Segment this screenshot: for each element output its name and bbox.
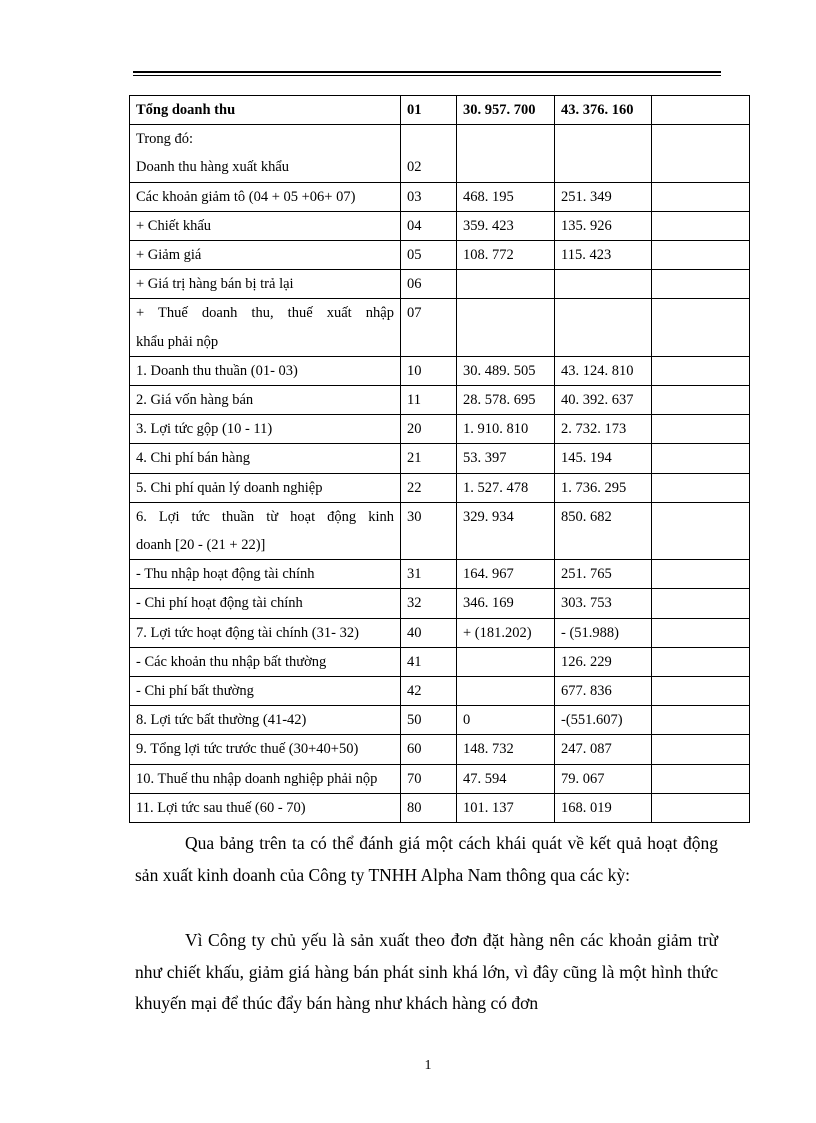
- row-value-1: 108. 772: [457, 241, 555, 270]
- row-value-3: [652, 211, 750, 240]
- row-value-1: 0: [457, 706, 555, 735]
- table-row: [130, 386, 750, 415]
- row-value-2: 303. 753: [555, 589, 652, 618]
- row-item: 7. Lợi tức hoạt động tài chính (31- 32): [130, 618, 401, 647]
- row-item: 10. Thuế thu nhập doanh nghiệp phải nộp: [130, 764, 401, 793]
- row-value-3: [652, 677, 750, 706]
- paragraph-explanation: Vì Công ty chủ yếu là sản xuất theo đơn đặt hàng nên các khoản giảm trừ như chiết khấu, giảm giá hàng bán phát sinh khá lớn, vì đây cũng là một hình thức khuyến mại để thúc đẩy bán hàng như khách hàng có đơn: [135, 930, 718, 1013]
- row-value-3: [652, 241, 750, 270]
- row-value-3: [652, 415, 750, 444]
- row-code: 04: [401, 211, 457, 240]
- row-code: 30: [401, 502, 457, 559]
- row-item: 4. Chi phí bán hàng: [130, 444, 401, 473]
- row-value-1: + (181.202): [457, 618, 555, 647]
- table-row: [130, 793, 750, 822]
- table-row: [130, 211, 750, 240]
- row-value-1: 148. 732: [457, 735, 555, 764]
- table-row: [130, 618, 750, 647]
- row-value-1: [457, 647, 555, 676]
- row-value-1: 101. 137: [457, 793, 555, 822]
- row-item-line: 6. Lợi tức thuần từ hoạt động kinh: [136, 508, 394, 525]
- row-code: 07: [401, 299, 457, 356]
- header-rule-thick: [133, 71, 721, 73]
- row-item: [130, 502, 401, 559]
- table-row: [130, 706, 750, 735]
- row-value-1: 53. 397: [457, 444, 555, 473]
- row-code: 42: [401, 677, 457, 706]
- table-row: [130, 473, 750, 502]
- page-number: 1: [424, 1058, 432, 1073]
- row-code: 20: [401, 415, 457, 444]
- row-code: 22: [401, 473, 457, 502]
- row-value-3: [652, 182, 750, 211]
- header-item: Tổng doanh thu: [130, 96, 401, 125]
- income-statement-table: [129, 95, 750, 823]
- row-value-1: 164. 967: [457, 560, 555, 589]
- table-row: [130, 764, 750, 793]
- row-value-3: [652, 589, 750, 618]
- table-row: [130, 125, 750, 182]
- table-row: [130, 560, 750, 589]
- row-value-3: [652, 386, 750, 415]
- table-row: [130, 241, 750, 270]
- row-value-2: 251. 349: [555, 182, 652, 211]
- row-item: 5. Chi phí quản lý doanh nghiệp: [130, 473, 401, 502]
- table-row: [130, 356, 750, 385]
- row-value-1: 1. 910. 810: [457, 415, 555, 444]
- row-value-2: 850. 682: [555, 502, 652, 559]
- row-value-3: [652, 618, 750, 647]
- row-item: + Chiết khấu: [130, 211, 401, 240]
- row-item: 1. Doanh thu thuần (01- 03): [130, 356, 401, 385]
- row-code-spacer: [407, 125, 450, 153]
- row-value-2: -(551.607): [555, 706, 652, 735]
- row-value-2: 677. 836: [555, 677, 652, 706]
- row-value-2: 251. 765: [555, 560, 652, 589]
- header-value-3: [652, 96, 750, 125]
- row-value-1: [457, 125, 555, 182]
- row-item-line: doanh [20 - (21 + 22)]: [136, 537, 266, 554]
- row-value-3: [652, 560, 750, 589]
- row-item: [130, 299, 401, 356]
- row-code: 06: [401, 270, 457, 299]
- row-code: 31: [401, 560, 457, 589]
- row-code: 32: [401, 589, 457, 618]
- row-value-1: [457, 270, 555, 299]
- paragraph-summary: Qua bảng trên ta có thể đánh giá một cách khái quát về kết quả hoạt động sản xuất kinh doanh của Công ty TNHH Alpha Nam thông qua các kỳ:: [135, 833, 718, 885]
- header-code: 01: [401, 96, 457, 125]
- row-item: + Giảm giá: [130, 241, 401, 270]
- header-value-2: 43. 376. 160: [555, 96, 652, 125]
- row-value-1: 346. 169: [457, 589, 555, 618]
- row-item: - Thu nhập hoạt động tài chính: [130, 560, 401, 589]
- row-value-3: [652, 735, 750, 764]
- row-value-3: [652, 764, 750, 793]
- row-code: 03: [401, 182, 457, 211]
- row-code: 40: [401, 618, 457, 647]
- row-item-line: + Thuế doanh thu, thuế xuất nhập: [136, 305, 394, 322]
- row-item-line: Trong đó:: [136, 131, 194, 148]
- row-value-1: 30. 489. 505: [457, 356, 555, 385]
- row-value-1: 47. 594: [457, 764, 555, 793]
- header-rule-thin: [133, 75, 721, 76]
- row-value-1: 468. 195: [457, 182, 555, 211]
- row-code: 05: [401, 241, 457, 270]
- row-value-1: 1. 527. 478: [457, 473, 555, 502]
- row-item: Các khoản giảm tô (04 + 05 +06+ 07): [130, 182, 401, 211]
- row-value-3: [652, 299, 750, 356]
- row-code: 70: [401, 764, 457, 793]
- row-code: 21: [401, 444, 457, 473]
- row-value-3: [652, 647, 750, 676]
- row-value-2: [555, 270, 652, 299]
- row-value-2: 168. 019: [555, 793, 652, 822]
- row-code: 60: [401, 735, 457, 764]
- row-value-2: [555, 299, 652, 356]
- row-value-2: 79. 067: [555, 764, 652, 793]
- row-code: 41: [401, 647, 457, 676]
- row-code: 11: [401, 386, 457, 415]
- row-value-3: [652, 473, 750, 502]
- header-value-1: 30. 957. 700: [457, 96, 555, 125]
- row-value-3: [652, 125, 750, 182]
- row-value-1: [457, 299, 555, 356]
- row-value-2: 115. 423: [555, 241, 652, 270]
- row-item: + Giá trị hàng bán bị trả lại: [130, 270, 401, 299]
- row-value-2: 2. 732. 173: [555, 415, 652, 444]
- row-code: [401, 125, 457, 182]
- row-value-2: 40. 392. 637: [555, 386, 652, 415]
- row-item: - Chi phí hoạt động tài chính: [130, 589, 401, 618]
- row-value-1: 329. 934: [457, 502, 555, 559]
- row-value-3: [652, 502, 750, 559]
- row-item: - Các khoản thu nhập bất thường: [130, 647, 401, 676]
- row-value-3: [652, 793, 750, 822]
- row-code: 50: [401, 706, 457, 735]
- row-item: [130, 125, 401, 182]
- row-value-1: 28. 578. 695: [457, 386, 555, 415]
- row-value-3: [652, 356, 750, 385]
- row-value-3: [652, 270, 750, 299]
- table-row: [130, 444, 750, 473]
- row-code: 10: [401, 356, 457, 385]
- table-row: [130, 502, 750, 559]
- row-item: 8. Lợi tức bất thường (41-42): [130, 706, 401, 735]
- table-row: [130, 589, 750, 618]
- row-value-3: [652, 444, 750, 473]
- row-code-text: 02: [407, 159, 422, 176]
- table-row: [130, 735, 750, 764]
- row-item: - Chi phí bất thường: [130, 677, 401, 706]
- row-value-1: 359. 423: [457, 211, 555, 240]
- row-item: 2. Giá vốn hàng bán: [130, 386, 401, 415]
- table-row: [130, 647, 750, 676]
- row-value-2: 135. 926: [555, 211, 652, 240]
- table-row: [130, 415, 750, 444]
- row-item: 3. Lợi tức gộp (10 - 11): [130, 415, 401, 444]
- row-value-2: 1. 736. 295: [555, 473, 652, 502]
- row-value-1: [457, 677, 555, 706]
- row-value-2: 145. 194: [555, 444, 652, 473]
- row-value-3: [652, 706, 750, 735]
- row-item: 11. Lợi tức sau thuế (60 - 70): [130, 793, 401, 822]
- table-header-row: [130, 96, 750, 125]
- row-item: 9. Tổng lợi tức trước thuế (30+40+50): [130, 735, 401, 764]
- row-item-line: Doanh thu hàng xuất khẩu: [136, 159, 290, 176]
- table-row: [130, 182, 750, 211]
- row-value-2: - (51.988): [555, 618, 652, 647]
- row-item-line: khẩu phải nộp: [136, 333, 219, 350]
- row-code: 80: [401, 793, 457, 822]
- row-value-2: [555, 125, 652, 182]
- table-row: [130, 299, 750, 356]
- row-value-2: 247. 087: [555, 735, 652, 764]
- row-value-2: 43. 124. 810: [555, 356, 652, 385]
- row-value-2: 126. 229: [555, 647, 652, 676]
- table-row: [130, 270, 750, 299]
- table-row: [130, 677, 750, 706]
